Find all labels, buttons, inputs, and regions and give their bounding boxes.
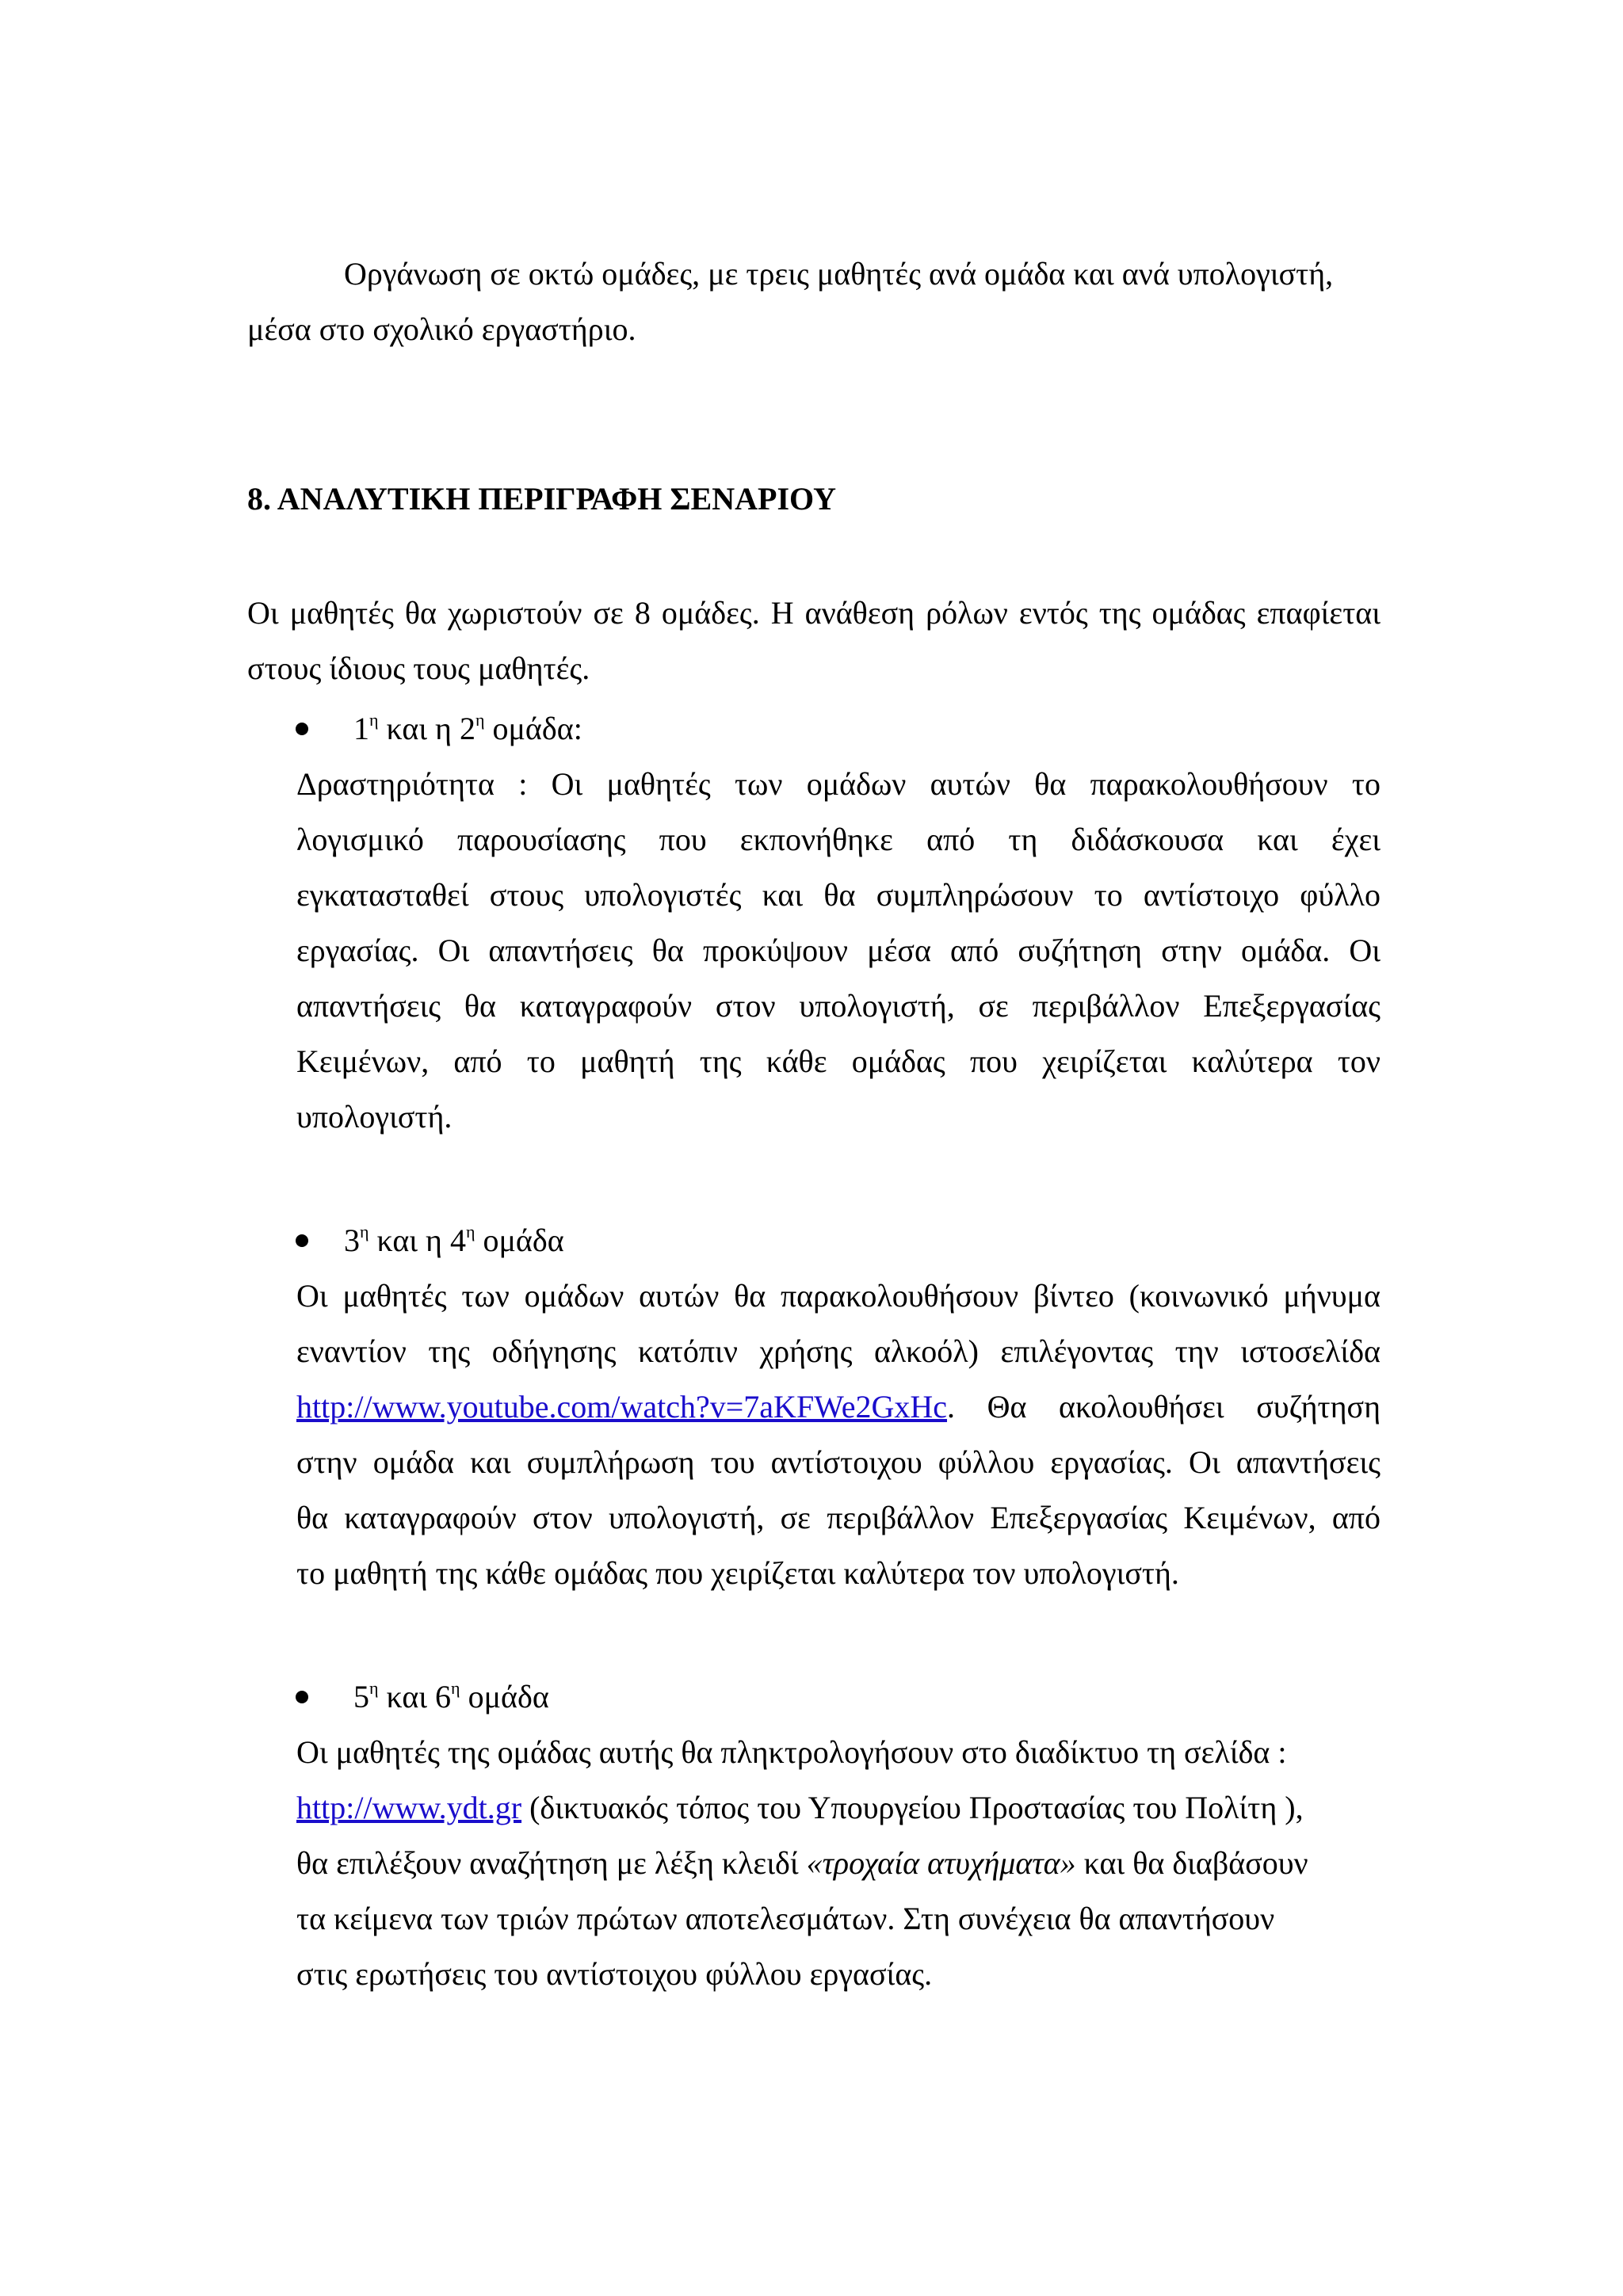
ydt-link[interactable]: http://www.ydt.gr [296, 1790, 522, 1825]
group-3-4-title-mid: και η [369, 1222, 450, 1258]
group-1-2-title-mid: και η [378, 711, 460, 746]
group-1-2-line-6: Κειμένων, από το μαθητή της κάθε ομάδας που χειρίζεται καλύτερα τον [296, 1043, 1381, 1079]
group-3-4-line-4: στην ομάδα και συμπλήρωση του αντίστοιχου φύλλου εργασίας. Οι απαντήσεις [296, 1444, 1381, 1480]
group-1-2-line-1: Δραστηριότητα : Οι μαθητές των ομάδων αυτών θα παρακολουθήσουν το [296, 766, 1381, 802]
group-1-2-num-1: 1 [353, 711, 369, 746]
bullet-dot-group-3-4 [296, 1234, 308, 1247]
group-1-2-line-3: εγκατασταθεί στους υπολογιστές και θα συμπληρώσουν το αντίστοιχο φύλλο [296, 877, 1381, 913]
section-paragraph-line-2: στους ίδιους τους μαθητές. [247, 650, 590, 686]
group-5-6-line-2-rest: (δικτυακός τόπος του Υπουργείου Προστασίας του Πολίτη ), [521, 1790, 1304, 1825]
group-1-2-num-2: 2 [459, 711, 475, 746]
group-1-2-sup-1: η [369, 710, 379, 730]
group-5-6-num-2: 6 [435, 1679, 452, 1714]
group-1-2-line-5: απαντήσεις θα καταγραφούν στον υπολογιστή, σε περιβάλλον Επεξεργασίας [296, 988, 1381, 1024]
bullet-dot-group-1-2 [296, 723, 308, 735]
group-3-4-sup-2: η [465, 1222, 475, 1241]
section-heading: 8. ΑΝΑΛΥΤΙΚΗ ΠΕΡΙΓΡΑΦΗ ΣΕΝΑΡΙΟΥ [247, 481, 836, 517]
group-3-4-num-2: 4 [449, 1222, 466, 1258]
group-5-6-title-mid: και [378, 1679, 436, 1714]
group-5-6-title-tail: ομάδα [460, 1679, 549, 1714]
bullet-dot-group-5-6 [296, 1691, 308, 1703]
group-5-6-line-1: Οι μαθητές της ομάδας αυτής θα πληκτρολογήσουν στο διαδίκτυο τη σελίδα : [296, 1734, 1287, 1770]
section-paragraph-line-1: Οι μαθητές θα χωριστούν σε 8 ομάδες. Η ανάθεση ρόλων εντός της ομάδας επαφίεται [247, 595, 1381, 631]
keyword-text: «τροχαία ατυχήματα» [806, 1845, 1076, 1881]
group-5-6-sup-2: η [451, 1678, 460, 1698]
group-5-6-line-4: τα κείμενα των τριών πρώτων αποτελεσμάτων. Στη συνέχεια θα απαντήσουν [296, 1901, 1275, 1936]
group-1-2-title-tail: ομάδα: [484, 711, 582, 746]
group-3-4-line-2: εναντίον της οδήγησης κατόπιν χρήσης αλκοόλ) επιλέγοντας την ιστοσελίδα [296, 1333, 1381, 1369]
group-3-4-sup-1: η [360, 1222, 369, 1241]
group-3-4-title [344, 1222, 564, 1260]
group-5-6-line-3-pre: θα επιλέξουν αναζήτηση με λέξη κλειδί [296, 1845, 807, 1881]
group-5-6-line-5: στις ερωτήσεις του αντίστοιχου φύλλου εργασίας. [296, 1956, 933, 1992]
group-5-6-line-3 [296, 1844, 1308, 1882]
group-1-2-line-2: λογισμικό παρουσίασης που εκπονήθηκε από τη διδάσκουσα και έχει [296, 822, 1381, 857]
group-5-6-title [353, 1678, 549, 1716]
intro-line-2: μέσα στο σχολικό εργαστήριο. [247, 311, 636, 347]
group-5-6-num-1: 5 [353, 1679, 369, 1714]
group-3-4-line-3-rest: . Θα ακολουθήσει συζήτηση [947, 1389, 1381, 1425]
group-5-6-line-2 [296, 1789, 1304, 1827]
group-1-2-line-7: υπολογιστή. [296, 1099, 453, 1135]
group-1-2-line-4: εργασίας. Οι απαντήσεις θα προκύψουν μέσα από συζήτηση στην ομάδα. Οι [296, 933, 1381, 968]
group-5-6-sup-1: η [369, 1678, 379, 1698]
group-3-4-title-tail: ομάδα [475, 1222, 564, 1258]
group-3-4-line-5: θα καταγραφούν στον υπολογιστή, σε περιβάλλον Επεξεργασίας Κειμένων, από [296, 1500, 1381, 1535]
group-3-4-num-1: 3 [344, 1222, 360, 1258]
group-1-2-title [353, 710, 582, 748]
youtube-link[interactable]: http://www.youtube.com/watch?v=7aKFWe2GxHc [296, 1389, 948, 1425]
intro-line-1: Οργάνωση σε οκτώ ομάδες, με τρεις μαθητές ανά ομάδα και ανά υπολογιστή, [344, 256, 1334, 292]
group-3-4-line-3 [296, 1388, 1381, 1426]
group-3-4-line-1: Οι μαθητές των ομάδων αυτών θα παρακολουθήσουν βίντεο (κοινωνικό μήνυμα [296, 1278, 1381, 1314]
group-3-4-line-6: το μαθητή της κάθε ομάδας που χειρίζεται καλύτερα τον υπολογιστή. [296, 1555, 1179, 1591]
group-5-6-line-3-post: και θα διαβάσουν [1075, 1845, 1308, 1881]
group-1-2-sup-2: η [475, 710, 485, 730]
